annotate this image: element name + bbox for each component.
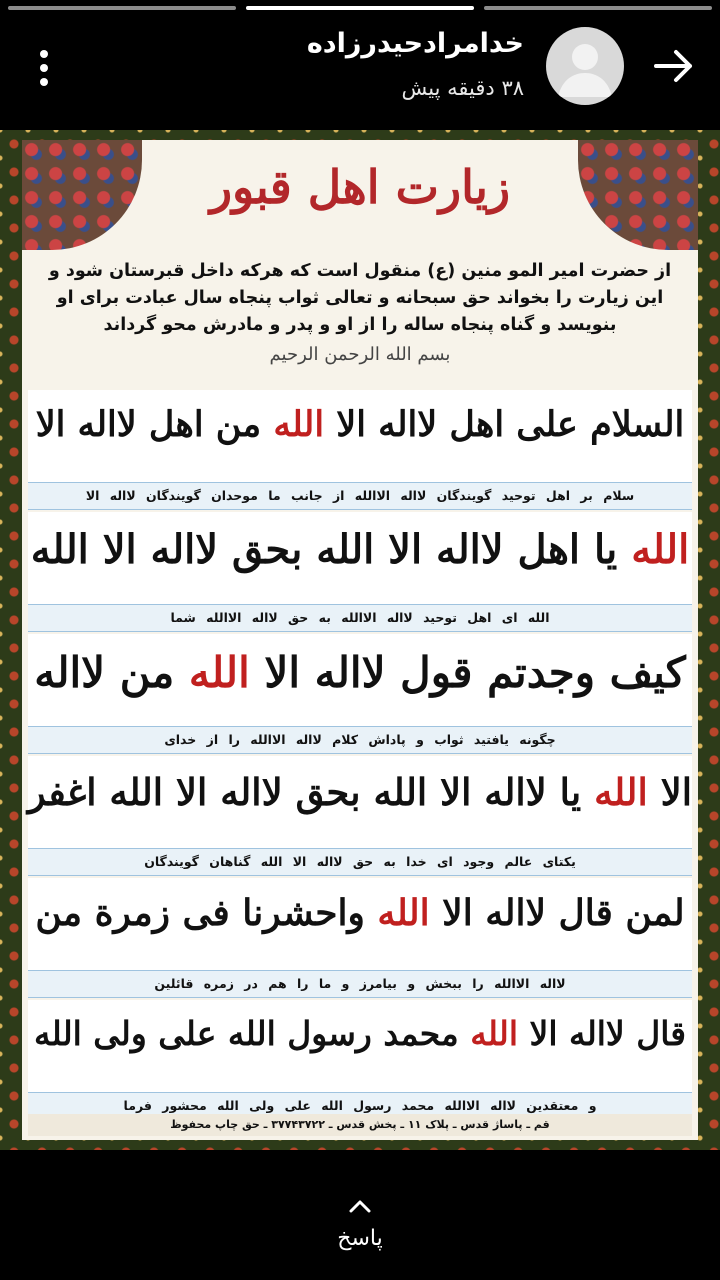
poster-body	[22, 140, 698, 1140]
progress-segment-1	[8, 6, 236, 10]
arabic-verse-line	[28, 770, 692, 814]
verse-translation: چگونه یافتید ثواب و پاداش کلام لااله الاالله را از خدای	[28, 726, 692, 754]
verse-band	[28, 756, 692, 848]
verse-text: السلام علی اهل لااله الا	[324, 404, 685, 445]
verse-translation: الله ای اهل توحید لااله الاالله به حق لااله الاالله شما	[28, 604, 692, 632]
more-vertical-icon[interactable]	[34, 46, 54, 90]
arabic-verse-line	[28, 648, 692, 697]
default-avatar-icon	[546, 27, 624, 105]
verse-text: من لااله	[34, 648, 189, 697]
verse-translation: و معتقدین لااله الاالله محمد رسول الله علی ولی الله محشور فرما	[28, 1092, 692, 1120]
verse-text: یا لااله الا الله بحق لااله الا الله اغفر	[27, 770, 595, 814]
verse-highlight: الله	[273, 404, 325, 445]
chevron-up-icon[interactable]	[348, 1198, 372, 1214]
verse-text: قال لااله الا	[518, 1014, 687, 1053]
verse-highlight: الله	[470, 1014, 519, 1053]
verse-translation: سلام بر اهل توحید گویندگان لااله الاالله از جانب ما موحدان گویندگان لااله الا	[28, 482, 692, 510]
user-avatar[interactable]	[546, 27, 624, 105]
reply-button[interactable]: پاسخ	[337, 1226, 383, 1251]
verse-band	[28, 878, 692, 970]
poster-title: زیارت اهل قبور	[209, 160, 511, 214]
arabic-verse-line	[28, 526, 692, 573]
progress-segment-3	[484, 6, 712, 10]
verse-text: من اهل لااله الا	[35, 404, 274, 445]
verse-text: یا اهل لااله الا الله بحق لااله الا الله	[30, 526, 632, 573]
arabic-verse-line	[28, 1014, 692, 1053]
bismillah: بسم الله الرحمن الرحیم	[269, 344, 451, 365]
arrow-right-icon[interactable]	[652, 44, 696, 88]
story-progress	[0, 6, 720, 10]
arabic-verse-line	[28, 404, 692, 445]
poster-intro: از حضرت امیر المو منین (ع) منقول است که هرکه داخل قبرستان شود و این زیارت را بخواند حق سبحانه و تعالی ثواب پنجاه سال عبادت برای او بنویسد و گناه پنجاه ساله را از او و پدر و مادرش محو گرداند	[48, 261, 672, 335]
story-image	[0, 130, 720, 1150]
verse-highlight: الله	[188, 648, 250, 697]
verse-text: الا	[647, 770, 692, 814]
verse-text: لمن قال لااله الا	[429, 892, 685, 934]
poster-footer: قم ـ پاساژ قدس ـ پلاک ۱۱ ـ پخش قدس ـ ۳۷۷۴۳۷۲۲ ـ حق چاپ محفوظ	[28, 1114, 692, 1136]
post-time: ۳۸ دقیقه پیش	[401, 76, 524, 100]
verse-band	[28, 512, 692, 604]
verse-band	[28, 1000, 692, 1092]
verse-band	[28, 390, 692, 482]
verse-highlight: الله	[631, 526, 690, 573]
verse-translation: لااله الاالله را ببخش و بیامرز و ما را هم در زمره قائلین	[28, 970, 692, 998]
verse-text: محمد رسول الله علی ولی الله	[33, 1014, 471, 1053]
arabic-verse-line	[28, 892, 692, 934]
verse-highlight: الله	[377, 892, 430, 934]
verse-translation: یکتای عالم وجود ای خدا به حق لااله الا الله گناهان گویندگان	[28, 848, 692, 876]
progress-segment-2	[246, 6, 474, 10]
verse-text: کیف وجدتم قول لااله الا	[249, 648, 686, 697]
verse-highlight: الله	[594, 770, 648, 814]
username[interactable]: خدامرادحیدرزاده	[306, 28, 524, 59]
verse-band	[28, 634, 692, 726]
verse-text: واحشرنا فی زمرة من	[35, 892, 378, 934]
